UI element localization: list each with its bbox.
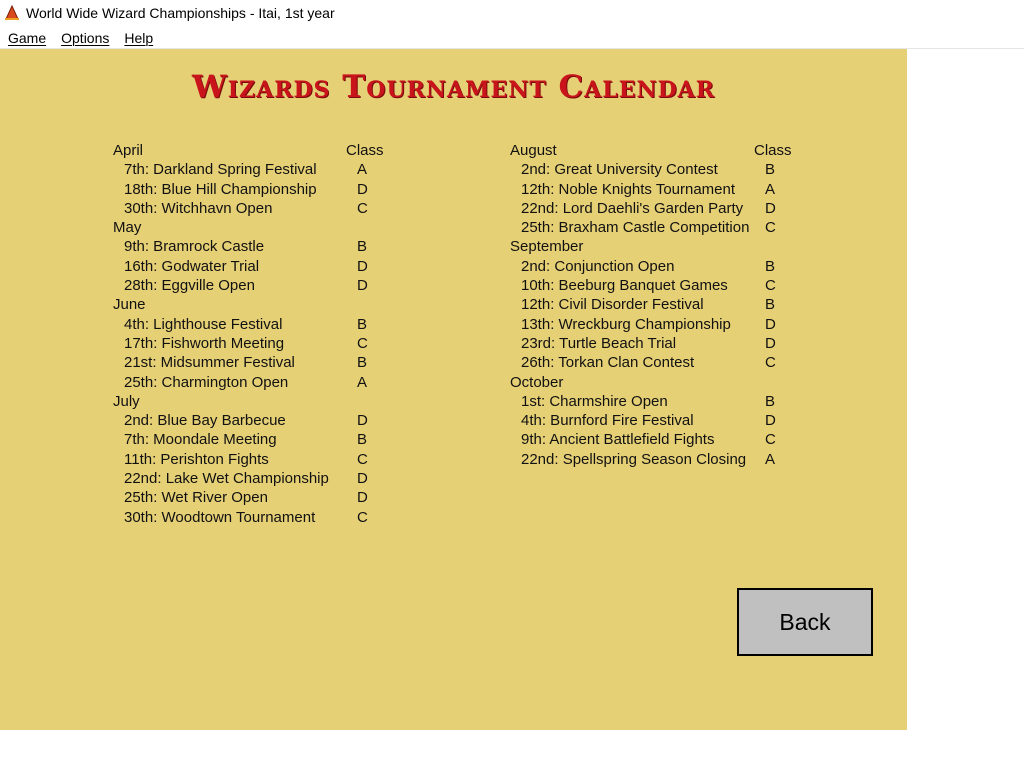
tournament-row bbox=[113, 160, 413, 179]
calendar-column-right bbox=[510, 141, 810, 469]
class-column-header: Class bbox=[754, 142, 792, 159]
tournament-row bbox=[113, 488, 413, 507]
tournament-class: B bbox=[765, 296, 776, 314]
month-header bbox=[510, 141, 810, 160]
tournament-row bbox=[113, 508, 413, 527]
tournament-class: A bbox=[357, 161, 368, 179]
wizard-hat-icon bbox=[4, 5, 20, 21]
tournament-name: 4th: Burnford Fire Festival bbox=[521, 412, 694, 430]
tournament-class: C bbox=[765, 219, 776, 237]
month-header bbox=[113, 392, 413, 411]
tournament-name: 9th: Ancient Battlefield Fights bbox=[521, 431, 715, 449]
month-header bbox=[113, 218, 413, 237]
month-label: April bbox=[113, 142, 144, 159]
tournament-name: 9th: Bramrock Castle bbox=[124, 238, 265, 256]
tournament-name: 4th: Lighthouse Festival bbox=[124, 315, 283, 333]
tournament-row bbox=[510, 180, 810, 199]
month-header bbox=[113, 141, 413, 160]
tournament-name: 21st: Midsummer Festival bbox=[124, 354, 295, 372]
tournament-row bbox=[113, 315, 413, 334]
tournament-class: D bbox=[765, 412, 776, 430]
tournament-name: 22nd: Lake Wet Championship bbox=[124, 470, 329, 488]
tournament-row bbox=[510, 450, 810, 469]
tournament-name: 7th: Darkland Spring Festival bbox=[124, 161, 317, 179]
tournament-row bbox=[510, 392, 810, 411]
tournament-name: 10th: Beeburg Banquet Games bbox=[521, 277, 728, 295]
tournament-class: C bbox=[765, 431, 776, 449]
month-label: July bbox=[113, 392, 140, 410]
tournament-row bbox=[510, 334, 810, 353]
menu-bar bbox=[0, 27, 1024, 49]
tournament-class: B bbox=[357, 431, 368, 449]
tournament-class: D bbox=[357, 277, 368, 295]
tournament-name: 26th: Torkan Clan Contest bbox=[521, 354, 695, 372]
tournament-class: D bbox=[357, 470, 368, 488]
tournament-row bbox=[113, 237, 413, 256]
tournament-name: 25th: Charmington Open bbox=[124, 373, 289, 391]
menu-options[interactable]: Options bbox=[61, 29, 110, 46]
tournament-class: D bbox=[765, 334, 776, 352]
tournament-row bbox=[113, 353, 413, 372]
tournament-row bbox=[113, 276, 413, 295]
tournament-name: 30th: Woodtown Tournament bbox=[124, 508, 316, 526]
tournament-row bbox=[510, 315, 810, 334]
tournament-class: A bbox=[765, 450, 776, 468]
tournament-name: 18th: Blue Hill Championship bbox=[124, 180, 317, 198]
tournament-name: 25th: Braxham Castle Competition bbox=[521, 219, 750, 237]
tournament-name: 2nd: Great University Contest bbox=[521, 161, 718, 179]
tournament-name: 22nd: Lord Daehli's Garden Party bbox=[521, 199, 744, 217]
tournament-row bbox=[113, 199, 413, 218]
month-label: May bbox=[113, 219, 142, 237]
tournament-class: B bbox=[357, 354, 368, 372]
tournament-class: C bbox=[765, 277, 776, 295]
calendar-panel bbox=[0, 49, 907, 730]
tournament-class: D bbox=[357, 180, 368, 198]
tournament-row bbox=[113, 257, 413, 276]
title-bar bbox=[0, 0, 1024, 26]
month-header bbox=[510, 373, 810, 392]
tournament-name: 28th: Eggville Open bbox=[124, 277, 255, 295]
tournament-class: A bbox=[357, 373, 368, 391]
tournament-row bbox=[113, 450, 413, 469]
tournament-class: B bbox=[357, 315, 368, 333]
tournament-name: 16th: Godwater Trial bbox=[124, 257, 260, 275]
tournament-row bbox=[510, 276, 810, 295]
tournament-class: D bbox=[357, 489, 368, 507]
tournament-class: C bbox=[357, 334, 368, 352]
tournament-class: C bbox=[357, 508, 368, 526]
tournament-row bbox=[113, 373, 413, 392]
tournament-class: B bbox=[765, 257, 776, 275]
tournament-row bbox=[113, 334, 413, 353]
tournament-row bbox=[510, 218, 810, 237]
tournament-name: 12th: Civil Disorder Festival bbox=[521, 296, 704, 314]
tournament-name: 1st: Charmshire Open bbox=[521, 392, 668, 410]
tournament-class: A bbox=[765, 180, 776, 198]
page-title: Wizards Tournament Calendar bbox=[191, 69, 716, 105]
month-label: June bbox=[113, 296, 146, 314]
tournament-name: 7th: Moondale Meeting bbox=[124, 431, 277, 449]
back-button[interactable]: Back bbox=[737, 588, 873, 656]
tournament-class: D bbox=[765, 315, 776, 333]
tournament-name: 11th: Perishton Fights bbox=[124, 450, 269, 468]
calendar-column-left bbox=[113, 141, 413, 527]
tournament-name: 25th: Wet River Open bbox=[124, 489, 268, 507]
tournament-row bbox=[113, 411, 413, 430]
tournament-class: B bbox=[765, 161, 776, 179]
tournament-class: D bbox=[357, 412, 368, 430]
tournament-class: B bbox=[765, 392, 776, 410]
tournament-class: C bbox=[765, 354, 776, 372]
menu-help[interactable]: Help bbox=[124, 29, 154, 46]
tournament-name: 13th: Wreckburg Championship bbox=[521, 315, 731, 333]
tournament-name: 12th: Noble Knights Tournament bbox=[521, 180, 736, 198]
tournament-class: C bbox=[357, 450, 368, 468]
tournament-class: D bbox=[765, 199, 776, 217]
tournament-row bbox=[510, 199, 810, 218]
tournament-name: 30th: Witchhavn Open bbox=[124, 199, 273, 217]
tournament-name: 22nd: Spellspring Season Closing bbox=[521, 450, 747, 468]
tournament-row bbox=[113, 180, 413, 199]
tournament-name: 23rd: Turtle Beach Trial bbox=[521, 334, 677, 352]
class-column-header: Class bbox=[346, 142, 384, 159]
tournament-row bbox=[510, 411, 810, 430]
month-label: October bbox=[510, 373, 564, 391]
tournament-row bbox=[113, 469, 413, 488]
tournament-class: D bbox=[357, 257, 368, 275]
month-header bbox=[113, 295, 413, 314]
tournament-name: 17th: Fishworth Meeting bbox=[124, 334, 285, 352]
window-title: World Wide Wizard Championships - Itai, 1st year bbox=[26, 5, 335, 21]
tournament-row bbox=[510, 353, 810, 372]
tournament-row bbox=[510, 295, 810, 314]
month-label: August bbox=[510, 142, 557, 159]
tournament-row bbox=[510, 430, 810, 449]
tournament-name: 2nd: Conjunction Open bbox=[521, 257, 675, 275]
month-header bbox=[510, 237, 810, 256]
tournament-class: C bbox=[357, 199, 368, 217]
tournament-name: 2nd: Blue Bay Barbecue bbox=[124, 412, 286, 430]
tournament-row bbox=[510, 160, 810, 179]
tournament-row bbox=[113, 430, 413, 449]
tournament-class: B bbox=[357, 238, 368, 256]
menu-game[interactable]: Game bbox=[8, 29, 47, 46]
tournament-row bbox=[510, 257, 810, 276]
month-label: September bbox=[510, 238, 584, 256]
